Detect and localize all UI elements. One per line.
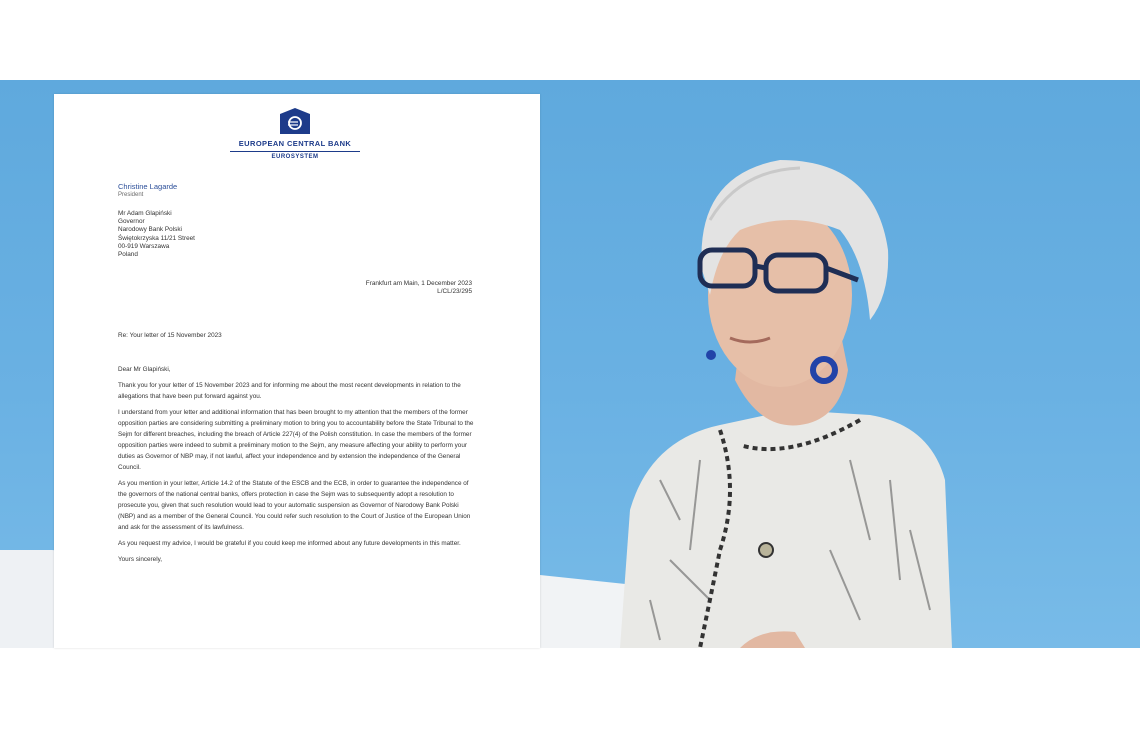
- closing: Yours sincerely,: [118, 556, 163, 563]
- ecb-logo: [230, 108, 360, 160]
- sender-title: President: [118, 192, 144, 198]
- salutation: Dear Mr Glapiński,: [118, 366, 171, 373]
- speaker-photo: [590, 80, 990, 648]
- letter-body: [118, 364, 474, 570]
- podium-left: [0, 550, 60, 648]
- subject-line: Re: Your letter of 15 November 2023: [118, 332, 222, 339]
- ecb-logo-text: EUROPEAN CENTRAL BANK: [230, 139, 360, 152]
- body-paragraph: Thank you for your letter of 15 November 2023 and for informing me about the most recent developments in relation to the allegations that have been put forward against you.: [118, 382, 461, 400]
- eurosystem-logo-text: EUROSYSTEM: [271, 154, 319, 160]
- letter-reference: L/CL/23/295: [437, 288, 472, 296]
- letter-date: Frankfurt am Main, 1 December 2023: [365, 280, 472, 287]
- address-line: Governor: [118, 218, 145, 226]
- body-paragraph: As you request my advice, I would be grateful if you could keep me informed about any future developments in this matter.: [118, 540, 461, 547]
- address-line: Narodowy Bank Polski: [118, 226, 182, 234]
- address-line: Mr Adam Glapiński: [118, 210, 172, 217]
- body-paragraph: I understand from your letter and additional information that has been brought to my attention that the members of the former opposition parties are considering submitting a preliminary motion to bring you to accountability before the State Tribunal to the Sejm for different breaches, including the breach of Article 227(4) of the Polish constitution. In case the members of the former opposition parties were indeed to submit a preliminary motion to the Sejm, any measure affecting your ability to perform your duties as Governor of NBP may, if not lawful, affect your independence and by extension the independence of the General Council.: [118, 409, 474, 471]
- date-block: [366, 280, 472, 297]
- address-line: 00-919 Warszawa: [118, 242, 170, 250]
- recipient-address: [118, 210, 195, 259]
- address-line: Poland: [118, 251, 138, 259]
- address-line: Świętokrzyska 11/21 Street: [118, 234, 195, 242]
- letter-document: [54, 94, 540, 648]
- ecb-emblem-icon: [278, 108, 312, 136]
- sender-name: Christine Lagarde: [118, 182, 178, 191]
- body-paragraph: As you mention in your letter, Article 14.2 of the Statute of the ESCB and the ECB, in order to guarantee the independence of the governors of the national central banks, offers protection in case the Sejm was to subsequently adopt a resolution to prosecute you, given that such resolution would lead to your automatic suspension as Governor of Narodowy Bank Polski (NBP) and as a member of the General Council. You could refer such resolution to the Court of Justice of the European Union and ask for the assessment of its lawfulness.: [118, 480, 471, 531]
